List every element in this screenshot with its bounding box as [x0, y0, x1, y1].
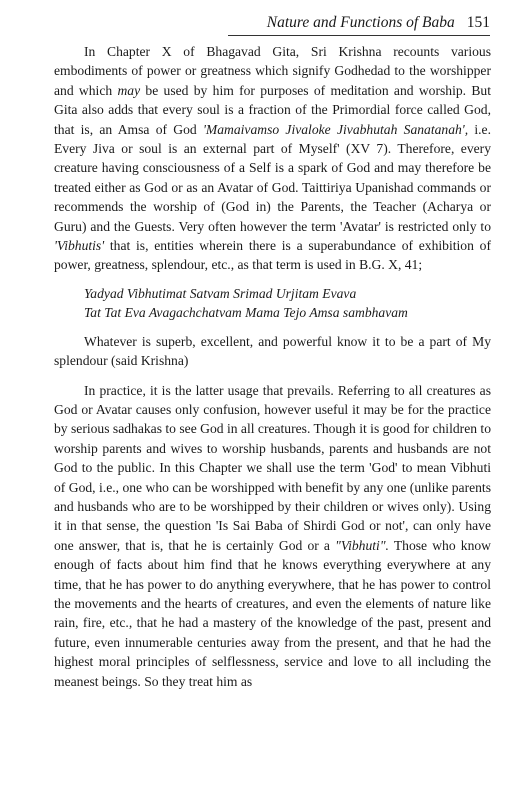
- text-run: In Chapter X of Bhagavad Gita, Sri Krishna recounts various embodiments of power or greatness which signify Godhedad to the worshipper and which: [54, 44, 491, 98]
- text-run: be used by him for purposes of meditation and worship. But Gita also adds that every soul is a fraction of the Primordial force called God, that is, an Amsa of God: [54, 82, 491, 137]
- body-text: [54, 42, 491, 691]
- text-run: In practice, it is the latter usage that prevails. Referring to all creatures as God or Avatar causes only confusion, however useful it may be for the practice by serious sadhakas to see God in all creatures. Though it is good for children to worship parents and wives to worship husbands, parents and husbands are not God to the public. In this Chapter we shall use the term 'God' to mean Vibhuti of God, i.e., one who can be worshipped with benefit by any one (unlike parents and husbands who are to be worshipped by their children or wives only). Using it in that sense, the question 'Is Sai Baba of Shirdi God or not', can only have one answer, that is, that he is certainly God or a: [54, 382, 491, 553]
- running-header: [228, 14, 490, 36]
- page-number: 151: [466, 14, 490, 31]
- paragraph-in-practice: [54, 381, 491, 692]
- paragraph-gita-embodiments: [54, 42, 491, 275]
- term-vibhuti: "Vibhuti".: [335, 537, 389, 553]
- paragraph-spacer: [54, 371, 491, 381]
- paragraph-translation: Whatever is superb, excellent, and powerful know it to be a part of My splendour (said Krishna): [54, 333, 491, 369]
- text-run: that is, entities wherein there is a superabundance of exhibition of power, greatness, splendour, etc., as that term is used in B.G. X, 41;: [54, 238, 491, 273]
- verse-line: Tat Tat Eva Avagachchatvam Mama Tejo Amsa sambhavam: [84, 305, 408, 321]
- emphasis-may: may: [117, 82, 141, 98]
- running-title: Nature and Functions of Baba: [266, 14, 455, 31]
- text-run: Those who know enough of facts about him find that he knows everything everywhere at any time, that he has power to do anything everywhere, that he has power to control the movements and the hearts of creatures, and even the elements of nature like rain, fire, etc., that he had a mastery of the knowledge of the past, present and future, even innumerable centuries away from the present, and that he had the highest moral principles of selflessness, service and love to all including the meanest beings. So they treat him as: [54, 537, 492, 689]
- text-run: i.e. Every Jiva or soul is an external part of Myself' (XV 7). Therefore, every creature having consciousness of a Self is a spark of God and may therefore be treated either as God or as an Avatar of God. Taittiriya Upanishad commands or recommends the worship of (God in) the Parents, the Teacher (Acharya or Guru) and the Guests. Very often however the term 'Avatar' is restricted only to: [54, 121, 491, 234]
- term-vibhutis: 'Vibhutis': [54, 238, 105, 254]
- verse-line: Yadyad Vibhutimat Satvam Srimad Urjitam Evava: [84, 285, 357, 301]
- verse-block: [84, 284, 491, 323]
- sanskrit-quote: 'Mamaivamso Jivaloke Jivabhutah Sanatanah',: [203, 121, 469, 137]
